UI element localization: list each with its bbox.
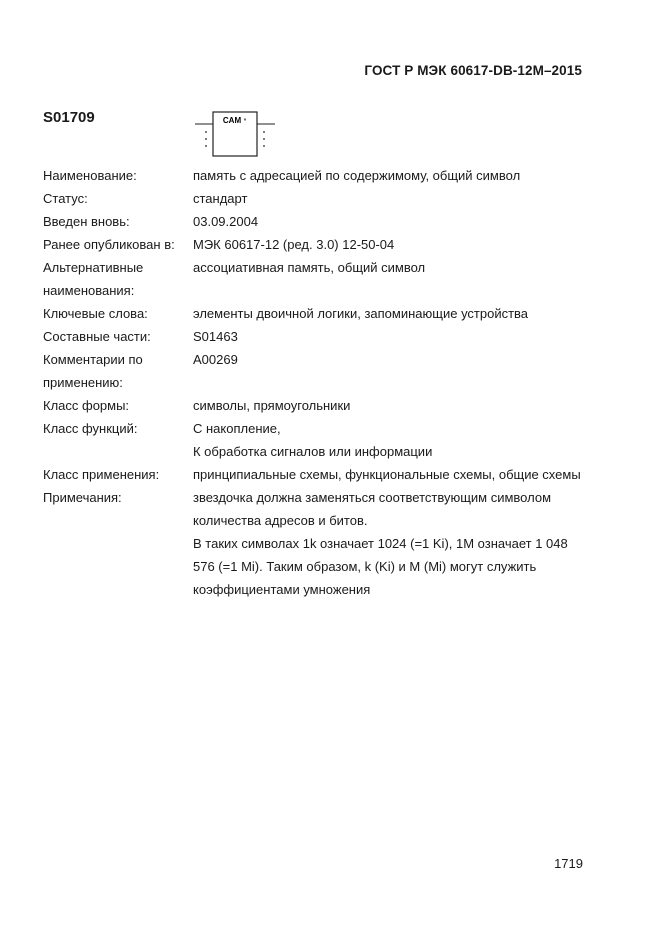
attribute-row — [43, 348, 583, 394]
attribute-row — [43, 463, 583, 486]
symbol-box-mark: * — [243, 118, 247, 125]
attribute-value — [193, 417, 583, 463]
attribute-row — [43, 325, 583, 348]
attribute-label: Примечания: — [43, 490, 122, 505]
attribute-value — [193, 302, 583, 325]
attribute-label: Класс применения: — [43, 467, 160, 482]
attribute-label: Наименование: — [43, 168, 137, 183]
attribute-row — [43, 417, 583, 463]
attribute-value-line: К обработка сигналов или информации — [193, 444, 433, 459]
attribute-value-line: ассоциативная память, общий символ — [193, 260, 426, 275]
attribute-label: Составные части: — [43, 329, 151, 344]
attribute-value — [193, 463, 583, 486]
page-number: 1719 — [554, 856, 583, 871]
attribute-row — [43, 394, 583, 417]
attribute-value-line: память с адресацией по содержимому, общий символ — [193, 168, 521, 183]
standard-header: ГОСТ Р МЭК 60617-DB-12M–2015 — [364, 63, 582, 78]
attribute-value — [193, 233, 583, 256]
attribute-label: Статус: — [43, 191, 88, 206]
attribute-value-line: С накопление, — [193, 421, 281, 436]
attribute-label: Комментарии по применению: — [43, 352, 143, 390]
attribute-list — [43, 164, 583, 601]
attribute-label: Класс формы: — [43, 398, 130, 413]
attribute-value-line: стандарт — [193, 191, 248, 206]
attribute-label: Альтернативные наименования: — [43, 260, 144, 298]
attribute-value — [193, 486, 583, 601]
symbol-code: S01709 — [43, 109, 95, 126]
attribute-value — [193, 187, 583, 210]
cam-symbol-figure — [195, 108, 275, 160]
attribute-row — [43, 256, 583, 302]
attribute-value-line: элементы двоичной логики, запоминающие устройства — [193, 306, 529, 321]
attribute-value — [193, 348, 583, 394]
attribute-row — [43, 187, 583, 210]
attribute-row — [43, 210, 583, 233]
attribute-label: Ранее опубликован в: — [43, 237, 175, 252]
attribute-value-line: 03.09.2004 — [193, 214, 259, 229]
attribute-row — [43, 164, 583, 187]
attribute-value-line: В таких символах 1k означает 1024 (=1 Ki), 1М означает 1 048 576 (=1 Mi). Таким образом, k (Ki) и M (Mi) могут служить коэффициентами умножения — [193, 536, 568, 597]
attribute-value-line: принципиальные схемы, функциональные схемы, общие схемы — [193, 467, 581, 482]
attribute-label: Ключевые слова: — [43, 306, 148, 321]
attribute-label: Класс функций: — [43, 421, 138, 436]
symbol-box-label: CAM — [222, 116, 242, 125]
attribute-row — [43, 302, 583, 325]
attribute-label: Введен вновь: — [43, 214, 130, 229]
attribute-value — [193, 164, 583, 187]
attribute-value — [193, 325, 583, 348]
attribute-value — [193, 210, 583, 233]
attribute-value-line: звездочка должна заменяться соответствующим символом количества адресов и битов. — [193, 490, 552, 528]
attribute-value-line: МЭК 60617-12 (ред. 3.0) 12-50-04 — [193, 237, 395, 252]
attribute-value-line: символы, прямоугольники — [193, 398, 351, 413]
attribute-value — [193, 256, 583, 302]
attribute-value-line: A00269 — [193, 352, 238, 367]
attribute-row — [43, 233, 583, 256]
attribute-row — [43, 486, 583, 601]
attribute-value-line: S01463 — [193, 329, 238, 344]
attribute-value — [193, 394, 583, 417]
